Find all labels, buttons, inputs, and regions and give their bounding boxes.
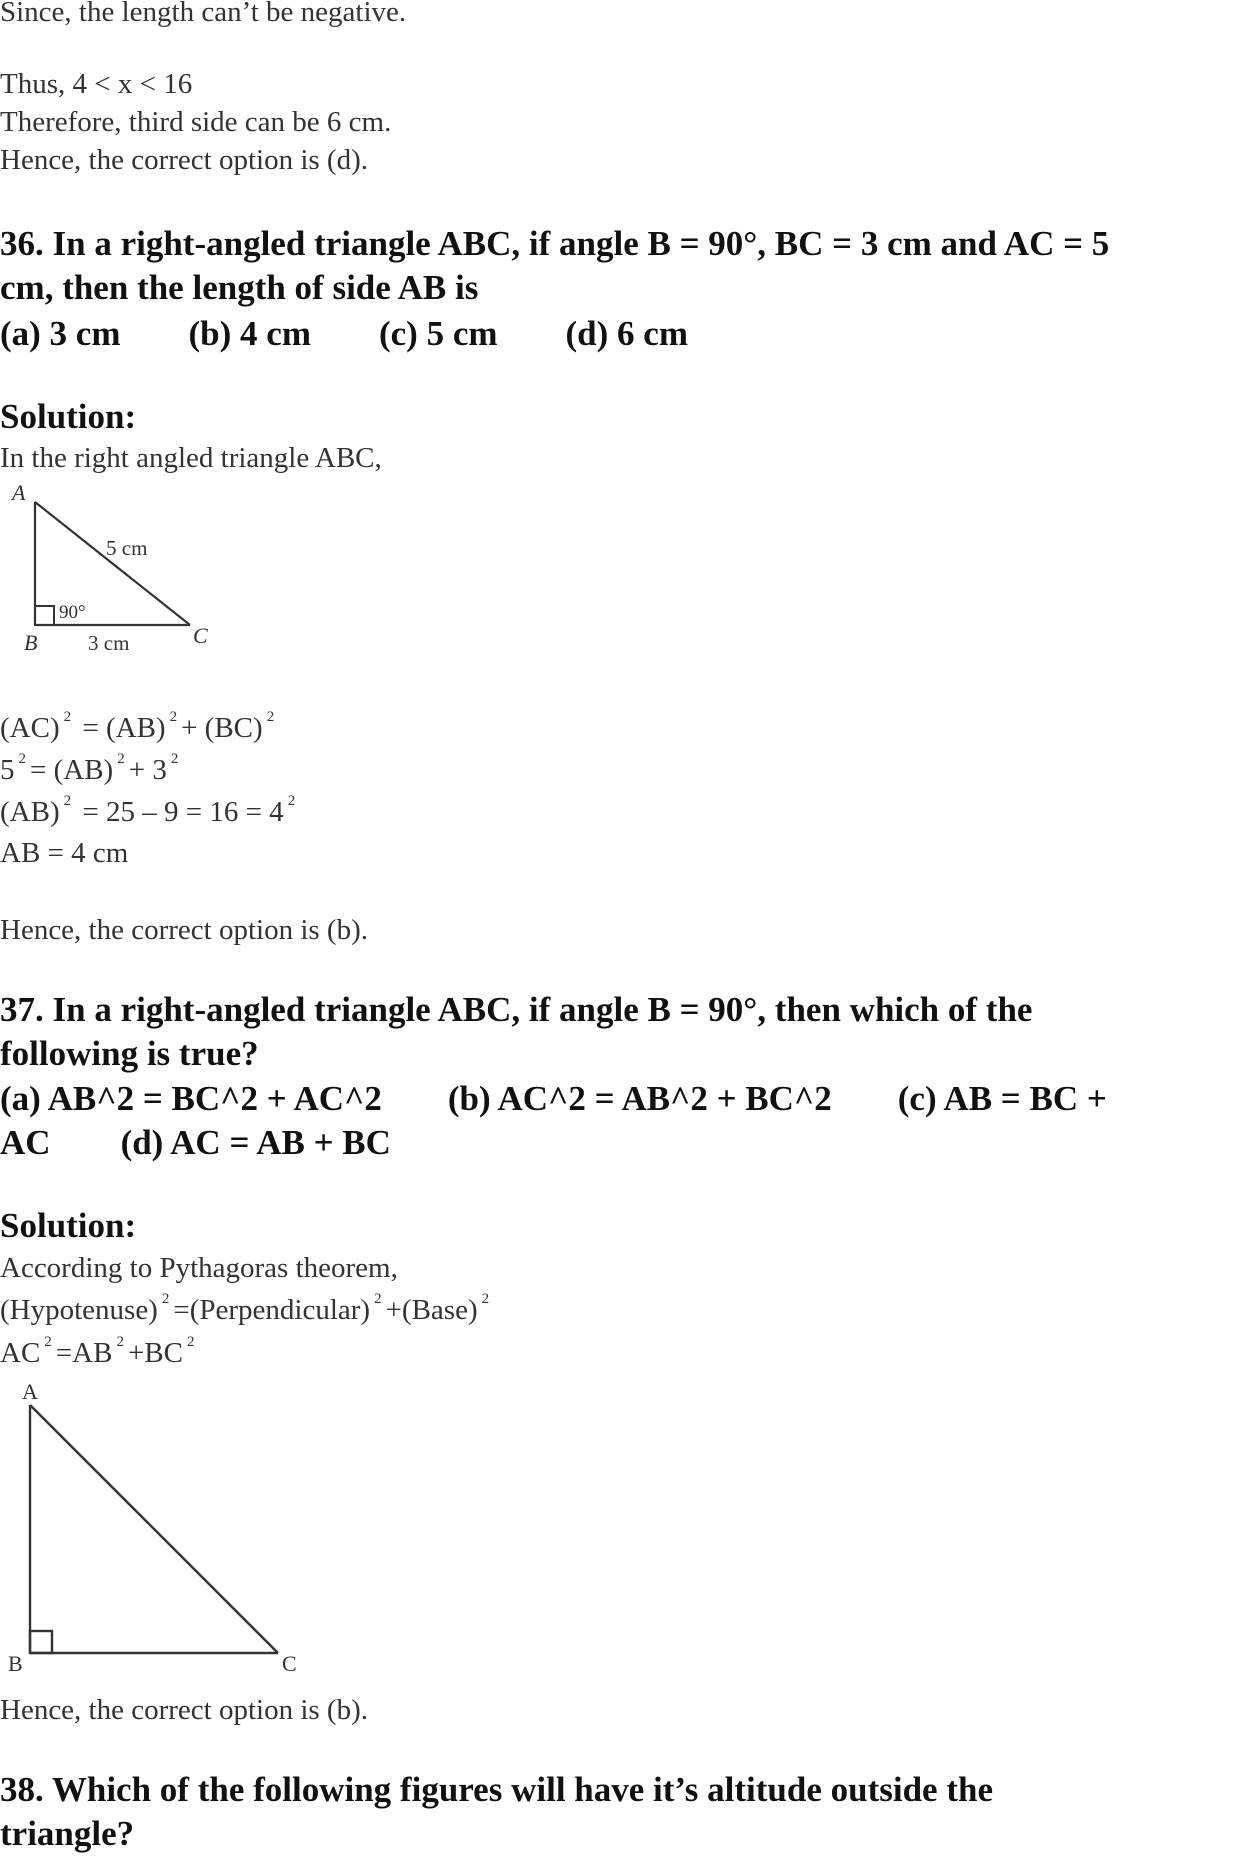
q37-vertex-a: A [22,1379,38,1404]
q37-conclusion: Hence, the correct option is (b). [0,1694,368,1726]
q37-side-ac [30,1405,278,1653]
q37-solution-heading: Solution: [0,1206,137,1245]
q36-option-a: (a) 3 cm [0,314,121,353]
q38-question-line-2: triangle? [0,1814,135,1853]
q36-triangle-diagram [0,480,240,660]
q36-options [0,312,746,356]
q37-triangle-diagram [0,1375,320,1675]
q37-option-d: (d) AC = AB + BC [120,1123,391,1162]
q36-solution-intro: In the right angled triangle ABC, [0,442,382,474]
q36-vertex-a: A [12,480,26,505]
q37-question-line-2: following is true? [0,1034,259,1073]
q37-option-b: (b) AC^2 = AB^2 + BC^2 [447,1079,832,1118]
intro-line-2: Thus, 4 < x < 16 [0,68,193,100]
q37-option-c-continued: AC [0,1123,51,1162]
q36-vertex-c: C [193,623,208,648]
q36-conclusion: Hence, the correct option is (b). [0,914,368,946]
q36-angle-label: 90° [59,602,86,623]
q36-right-angle-marker [35,606,54,625]
q37-vertex-c: C [282,1651,297,1675]
q36-base-label: 3 cm [88,631,130,655]
q36-question-line-2: cm, then the length of side AB is [0,268,479,307]
q37-equation-1: (Hypotenuse) $^2$ =(Perpendicular) $^2$ +(Base) $^2$ [0,1291,490,1326]
q37-option-a: (a) AB^2 = BC^2 + AC^2 [0,1079,382,1118]
q36-option-d: (d) 6 cm [565,314,688,353]
q36-solution-heading: Solution: [0,397,137,436]
q37-equation-2: AC $^2$ =AB $^2$ +BC $^2$ [0,1334,195,1369]
intro-line-4: Hence, the correct option is (d). [0,144,368,176]
q37-right-angle-marker [30,1631,52,1653]
q36-equation-3: (AB) $^2$ = 25 – 9 = 16 = 4 $^2$ [0,793,296,828]
q37-vertex-b: B [8,1651,23,1675]
intro-line-1: Since, the length can’t be negative. [0,0,407,28]
q37-solution-intro: According to Pythagoras theorem, [0,1252,398,1284]
q36-option-c: (c) 5 cm [378,314,498,353]
q36-question-line-1: 36. In a right-angled triangle ABC, if angle B = 90°, BC = 3 cm and AC = 5 [0,224,1110,263]
intro-line-3: Therefore, third side can be 6 cm. [0,106,392,138]
q37-option-c: (c) AB = BC + [897,1079,1107,1118]
q36-vertex-b: B [24,630,38,655]
q37-options-line-1 [0,1077,1107,1121]
q36-hypotenuse-label: 5 cm [106,536,148,560]
q36-option-b: (b) 4 cm [188,314,311,353]
q37-question-line-1: 37. In a right-angled triangle ABC, if angle B = 90°, then which of the [0,990,1033,1029]
q36-equation-4: AB = 4 cm [0,837,129,869]
q36-equation-2: 5 $^2$ = (AB) $^2$ + 3 $^2$ [0,751,179,786]
q36-equation-1: (AC) $^2$ = (AB) $^2$ + (BC) $^2$ [0,709,275,744]
q38-question-line-1: 38. Which of the following figures will have it’s altitude outside the [0,1770,993,1809]
q37-options-line-2 [0,1121,449,1165]
